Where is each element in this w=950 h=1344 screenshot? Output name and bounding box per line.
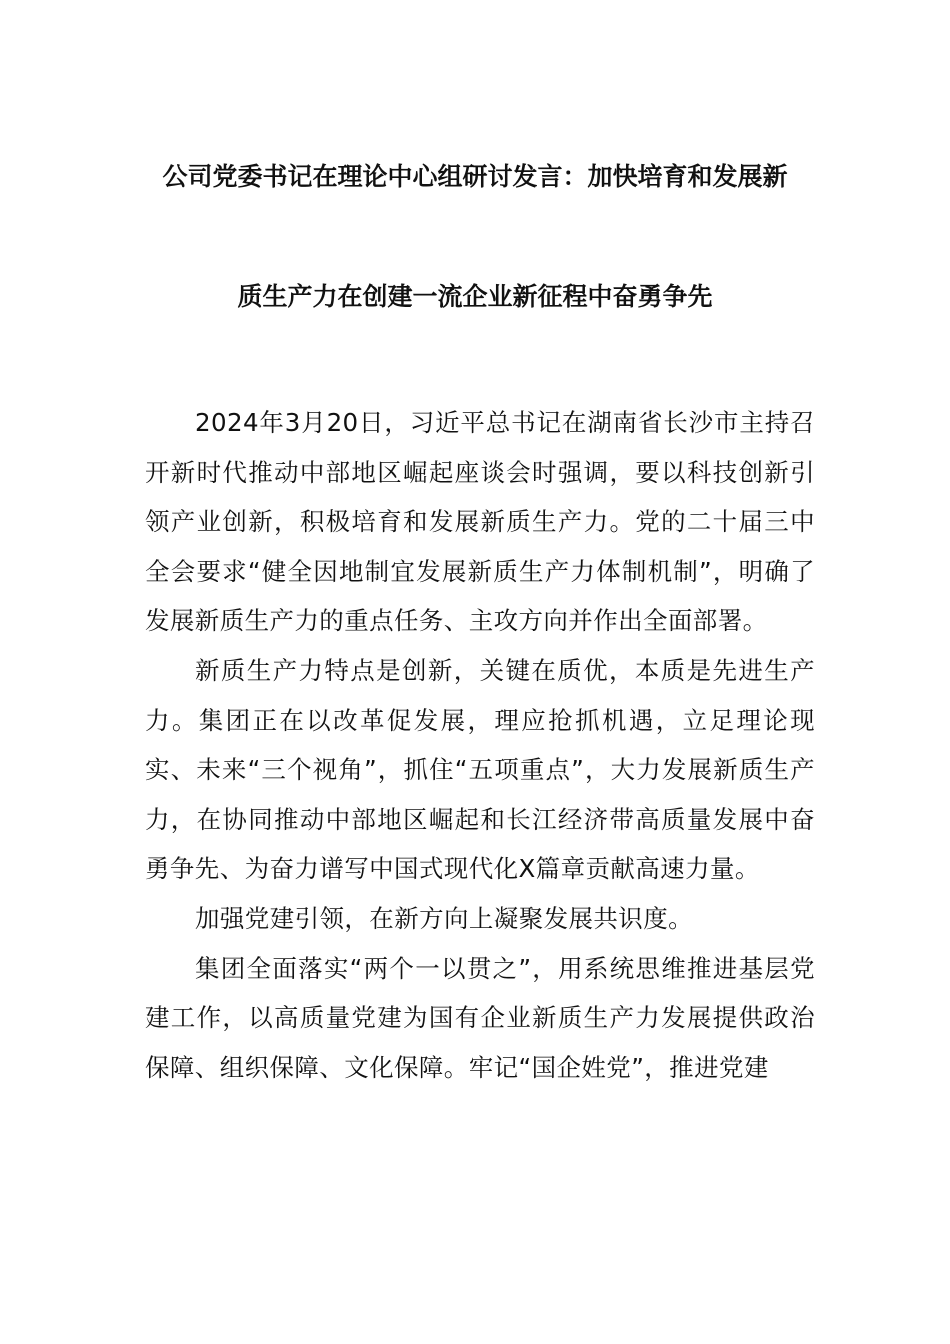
paragraph-2: 新质生产力特点是创新，关键在质优，本质是先进生产力。集团正在以改革促发展，理应抢抓机遇，立足理论现实、未来“三个视角”，抓住“五项重点”，大力发展新质生产力，在协同推动中部地区崛起和长江经济带高质量发展中奋勇争先、为奋力谱写中国式现代化X篇章贡献高速力量。 [145,655,815,884]
paragraph-3: 加强党建引领，在新方向上凝聚发展共识度。 [195,903,693,933]
paragraph-4: 集团全面落实“两个一以贯之”，用系统思维推进基层党建工作，以高质量党建为国有企业新质生产力发展提供政治保障、组织保障、文化保障。牢记“国企姓党”，推进党建 [145,953,815,1082]
document-body [145,398,815,1092]
document-title-line-1: 公司党委书记在理论中心组研讨发言：加快培育和发展新 [162,162,788,191]
paragraph-1: 2024年3月20日，习近平总书记在湖南省长沙市主持召开新时代推动中部地区崛起座谈会时强调，要以科技创新引领产业创新，积极培育和发展新质生产力。党的二十届三中全会要求“健全因地制宜发展新质生产力体制机制”，明确了发展新质生产力的重点任务、主攻方向并作出全面部署。 [145,408,815,636]
document-title-line-2: 质生产力在创建一流企业新征程中奋勇争先 [237,282,713,311]
